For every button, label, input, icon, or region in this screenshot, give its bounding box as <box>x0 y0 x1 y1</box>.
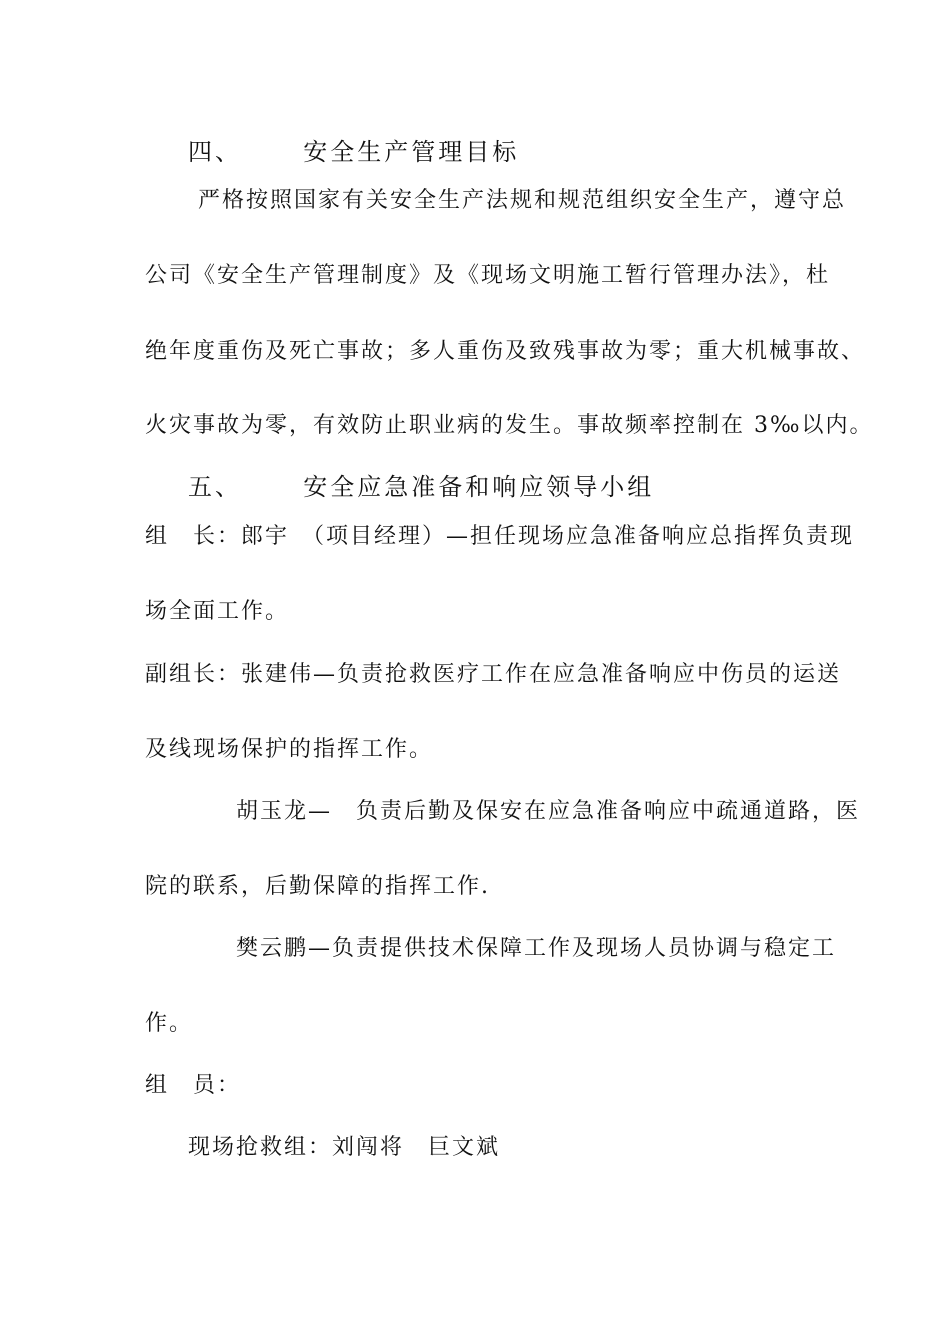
deputy-hu-line-2: 院的联系，后勤保障的指挥工作. <box>145 874 490 899</box>
section-4-heading <box>188 137 519 167</box>
section-4-title: 安全生产管理目标 <box>303 138 520 166</box>
deputy-hu-line-1: 胡玉龙— 负责后勤及保安在应急准备响应中疏通道路，医 <box>236 799 861 824</box>
deputy-zhang-line-1: 副组长：张建伟—负责抢救医疗工作在应急准备响应中伤员的运送 <box>145 662 842 687</box>
section-4-paragraph-line-2: 公司《安全生产管理制度》及《现场文明施工暂行管理办法》，杜 <box>145 263 831 288</box>
deputy-fan-line-1: 樊云鹏—负责提供技术保障工作及现场人员协调与稳定工 <box>236 936 837 961</box>
section-4-paragraph-line-3: 绝年度重伤及死亡事故；多人重伤及致残事故为零；重大机械事故、 <box>145 339 866 364</box>
section-5-number: 五、 <box>188 473 242 501</box>
section-5-heading <box>188 472 654 502</box>
deputy-fan-line-2: 作。 <box>145 1011 194 1036</box>
leader-line-1: 组 长：郎宇 （项目经理）—担任现场应急准备响应总指挥负责现 <box>145 524 855 549</box>
section-4-number: 四、 <box>188 138 242 166</box>
deputy-zhang-line-2: 及线现场保护的指挥工作。 <box>145 737 434 762</box>
section-4-paragraph-line-1: 严格按照国家有关安全生产法规和规范组织安全生产，遵守总 <box>198 188 847 213</box>
rescue-group-label: 现场抢救组： <box>188 1135 333 1160</box>
leader-line-2: 场全面工作。 <box>145 599 290 624</box>
section-5-title: 安全应急准备和响应领导小组 <box>303 473 655 501</box>
rescue-group-line <box>188 1133 500 1163</box>
section-4-paragraph-line-4: 火灾事故为零，有效防止职业病的发生。事故频率控制在 3‰以内。 <box>145 413 874 438</box>
rescue-group-names: 刘闯将 巨文斌 <box>332 1135 501 1160</box>
members-label: 组 员： <box>145 1073 242 1098</box>
